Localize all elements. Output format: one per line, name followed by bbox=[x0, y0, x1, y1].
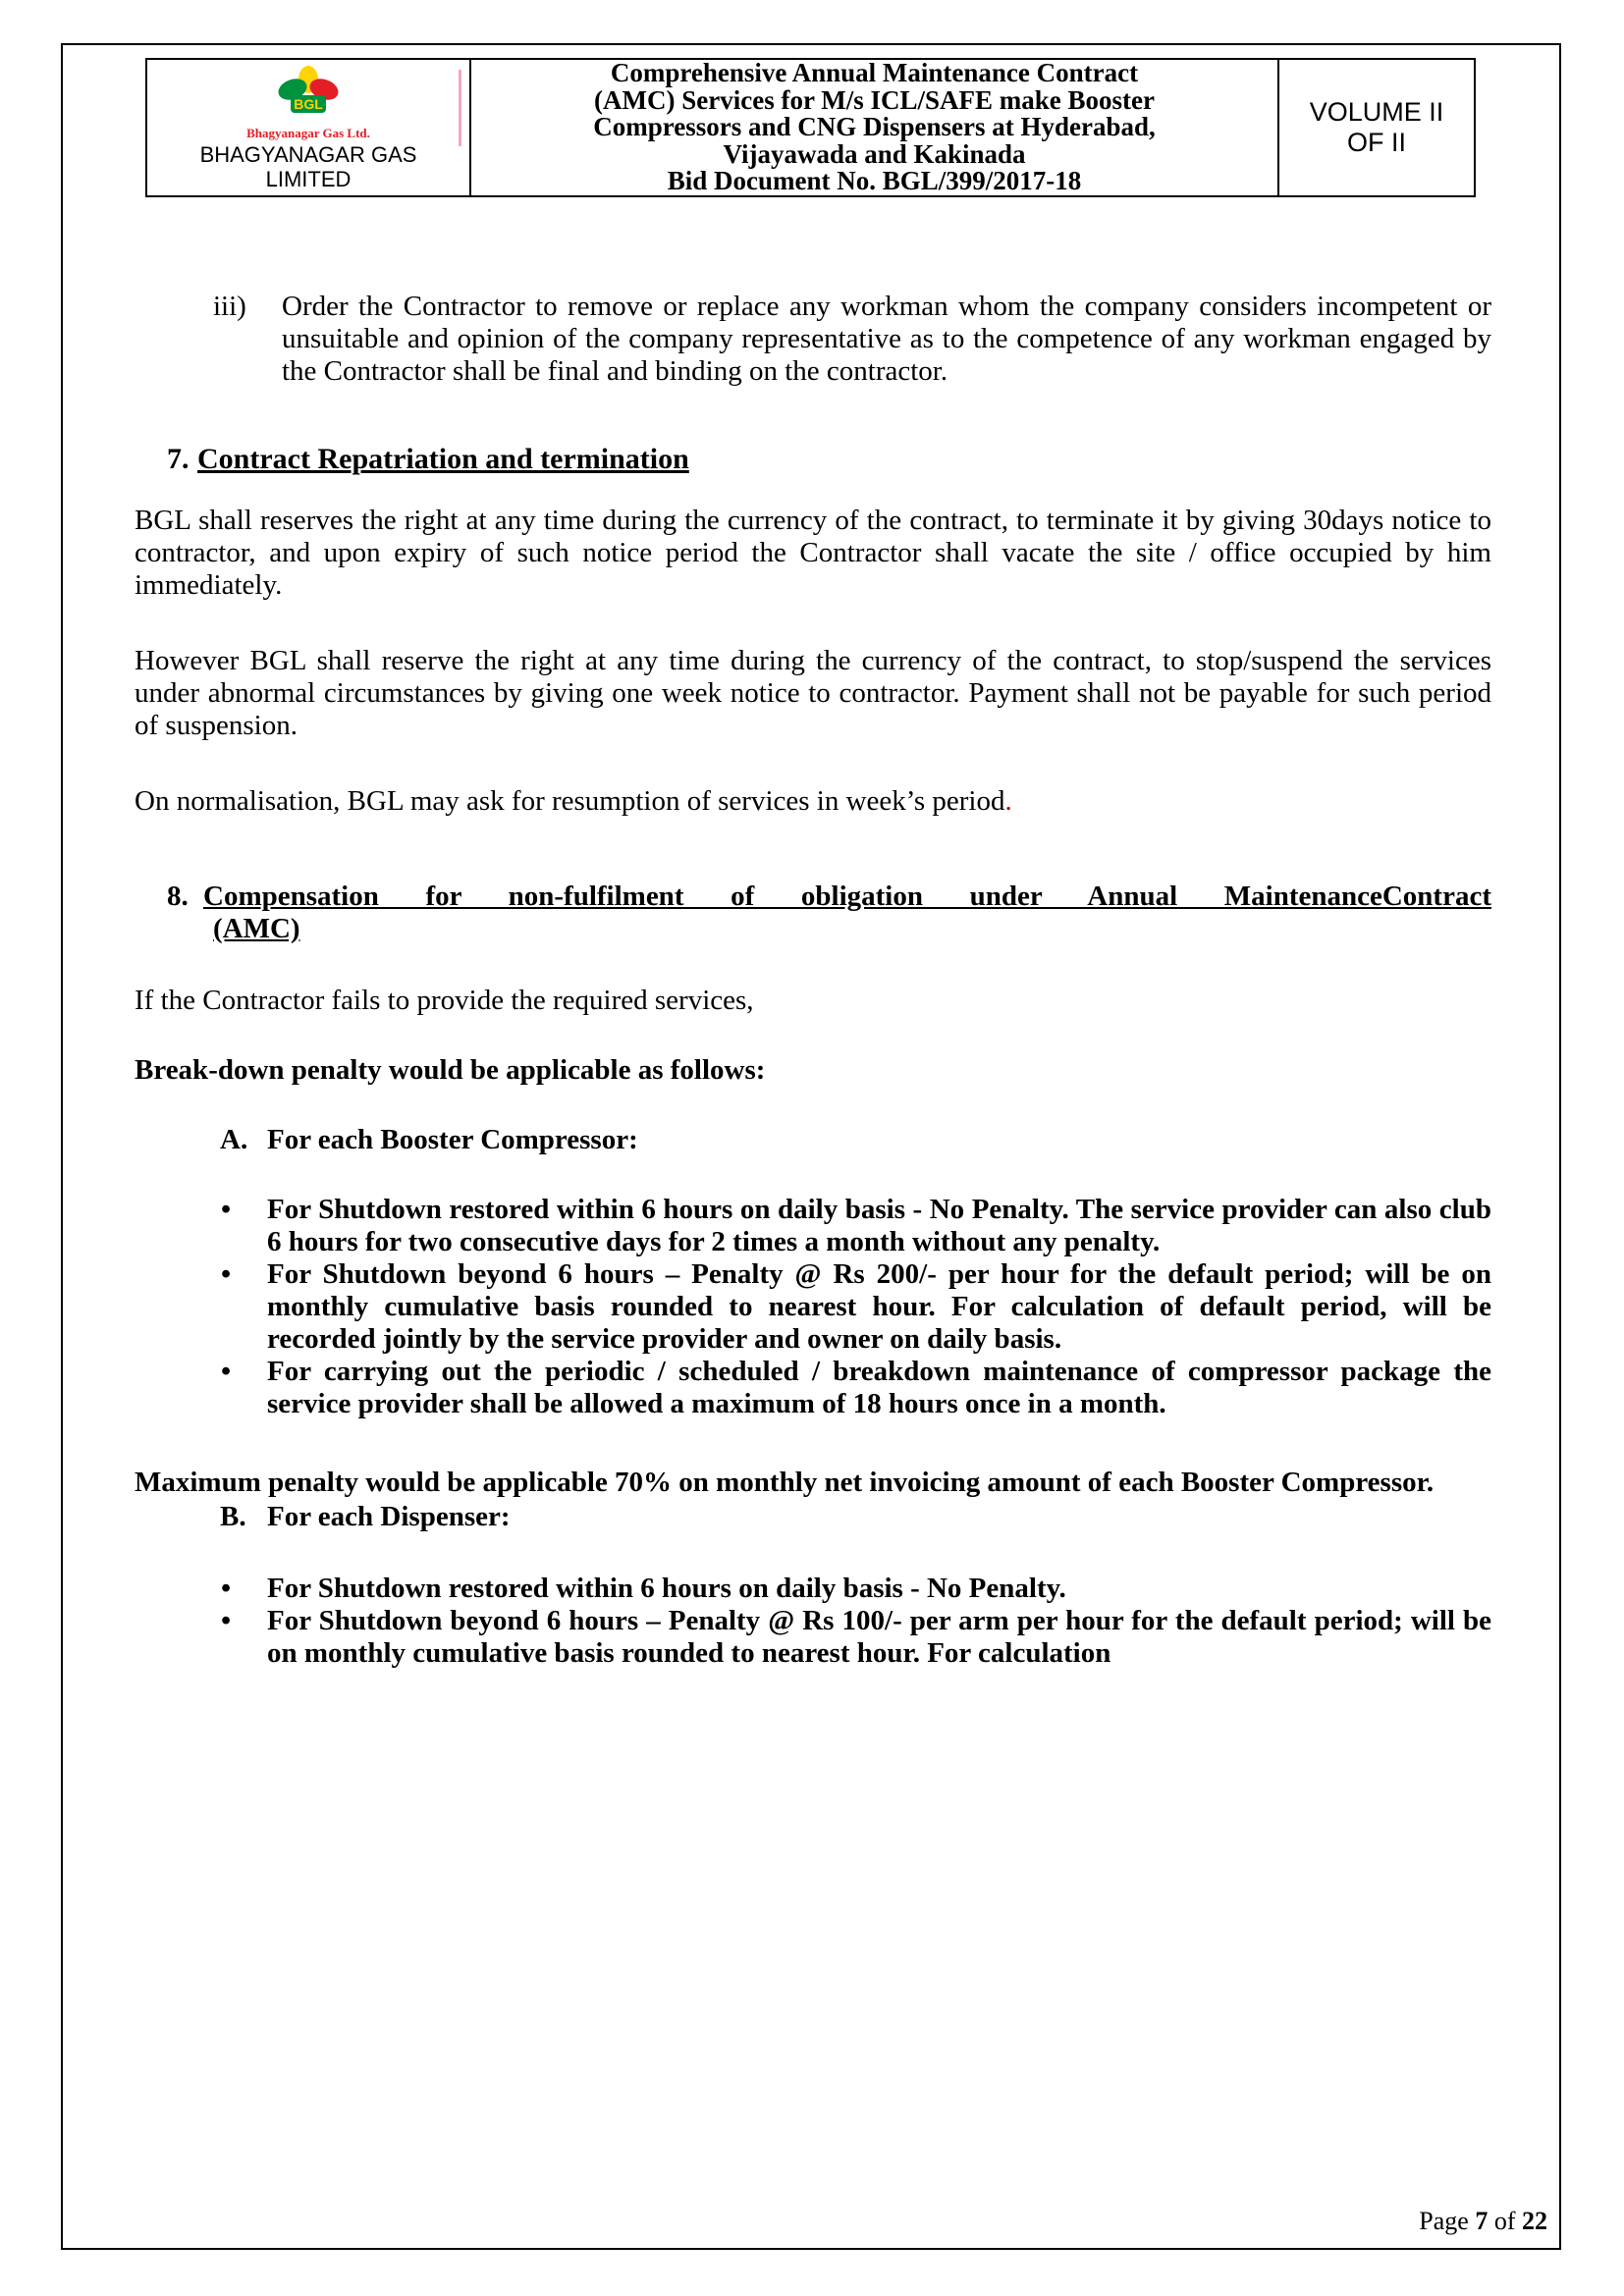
item-iii-number: iii) bbox=[213, 291, 246, 322]
doc-title-line-4: Vijayawada and Kakinada bbox=[723, 138, 1026, 169]
volume-line-2: OF II bbox=[1347, 128, 1406, 157]
breakdown-penalty-line: Break-down penalty would be applicable as follows: bbox=[135, 1054, 766, 1086]
paragraph-normalisation-text: On normalisation, BGL may ask for resumption of services in week’s period bbox=[135, 785, 1005, 817]
footer-total-pages: 22 bbox=[1522, 2207, 1547, 2235]
list-item: • For Shutdown restored within 6 hours on daily basis - No Penalty. bbox=[135, 1573, 1491, 1605]
org-name-line2: LIMITED bbox=[265, 167, 352, 191]
doc-title-line-1: Comprehensive Annual Maintenance Contract bbox=[610, 58, 1139, 88]
org-name-line1: BHAGYANAGAR GAS bbox=[199, 142, 417, 167]
max-penalty-paragraph: Maximum penalty would be applicable 70% on monthly net invoicing amount of each Booster Compressor. bbox=[135, 1467, 1435, 1498]
header-table bbox=[145, 58, 1476, 197]
page-border-frame bbox=[61, 43, 1561, 2250]
list-item: • For carrying out the periodic / scheduled / breakdown maintenance of compressor package the service provider shall be allowed a maximum of 18 hours once in a month. bbox=[135, 1356, 1491, 1420]
section-7-title: Contract Repatriation and termination bbox=[197, 443, 689, 475]
list-a-letter: A. bbox=[220, 1124, 248, 1155]
list-a-title: For each Booster Compressor: bbox=[267, 1124, 638, 1155]
bid-document-number: Bid Document No. BGL/399/2017-18 bbox=[667, 166, 1082, 196]
list-b-bullets bbox=[135, 1573, 1491, 1670]
logo-divider-line bbox=[459, 70, 461, 146]
list-item: • For Shutdown restored within 6 hours on daily basis - No Penalty. The service provider can also club 6 hours for two consecutive days for 2 times a month without any penalty. bbox=[135, 1194, 1491, 1258]
footer-page-number: 7 bbox=[1475, 2207, 1489, 2235]
footer-page-word: Page bbox=[1419, 2207, 1476, 2235]
section-8-title-line1: Compensation for non-fulfilment of obligation under Annual MaintenanceContract bbox=[203, 881, 1491, 912]
page-footer bbox=[1419, 2207, 1547, 2236]
item-iii-text: Order the Contractor to remove or replace any workman whom the company considers incompetent or unsuitable and opinion of the company representative as to the competence of any workman engaged by the Contractor shall be final and binding on the contractor. bbox=[282, 291, 1491, 387]
org-name bbox=[200, 142, 417, 191]
red-period: . bbox=[1004, 785, 1012, 817]
volume-cell bbox=[1279, 60, 1474, 195]
footer-of-word: of bbox=[1488, 2207, 1522, 2235]
doc-title-cell bbox=[471, 60, 1279, 195]
doc-title-line-2: (AMC) Services for M/s ICL/SAFE make Booster bbox=[594, 84, 1155, 115]
logo-brand-text: BGL bbox=[294, 96, 323, 112]
list-item: • For Shutdown beyond 6 hours – Penalty @ Rs 200/- per hour for the default period; will be on monthly cumulative basis rounded to nearest hour. For calculation of default period, will be recorded jointly by the service provider and owner on daily basis. bbox=[135, 1258, 1491, 1356]
paragraph-normalisation bbox=[135, 785, 1491, 818]
paragraph-termination-2: However BGL shall reserve the right at any time during the currency of the contract, to stop/suspend the services under abnormal circumstances by giving one week notice to contractor. Payment shall not be payable for such period of suspension. bbox=[135, 645, 1491, 741]
paragraph-termination-1: BGL shall reserves the right at any time during the currency of the contract, to terminate it by giving 30days notice to contractor, and upon expiry of such notice period the Contractor shall vacate the site / office occupied by him immediately. bbox=[135, 505, 1491, 601]
section-8-title-line2: (AMC) bbox=[213, 913, 300, 944]
doc-title-line-3: Compressors and CNG Dispensers at Hyderabad, bbox=[593, 112, 1156, 142]
list-b-letter: B. bbox=[220, 1501, 246, 1532]
list-b-title: For each Dispenser: bbox=[267, 1501, 511, 1532]
bgl-flower-logo-icon bbox=[263, 64, 353, 127]
paragraph-contractor-fails: If the Contractor fails to provide the required services, bbox=[135, 985, 754, 1016]
numbered-item-iii bbox=[135, 291, 1491, 388]
document-body bbox=[135, 291, 1491, 1670]
section-8-heading bbox=[135, 881, 1491, 945]
volume-line-1: VOLUME II bbox=[1309, 97, 1444, 127]
list-item: • For Shutdown beyond 6 hours – Penalty @ Rs 100/- per arm per hour for the default period; will be on monthly cumulative basis rounded to nearest hour. For calculation bbox=[135, 1605, 1491, 1670]
section-7-heading bbox=[135, 443, 1491, 475]
section-8-number: 8. bbox=[167, 881, 189, 912]
logo-cell bbox=[147, 60, 471, 195]
section-8-title bbox=[203, 881, 1491, 945]
section-7-number: 7. bbox=[167, 443, 189, 475]
list-b-heading bbox=[135, 1501, 1491, 1533]
list-a-heading bbox=[135, 1124, 1491, 1156]
list-a-bullets bbox=[135, 1194, 1491, 1420]
logo-brand-subtext: Bhagyanagar Gas Ltd. bbox=[246, 126, 370, 140]
